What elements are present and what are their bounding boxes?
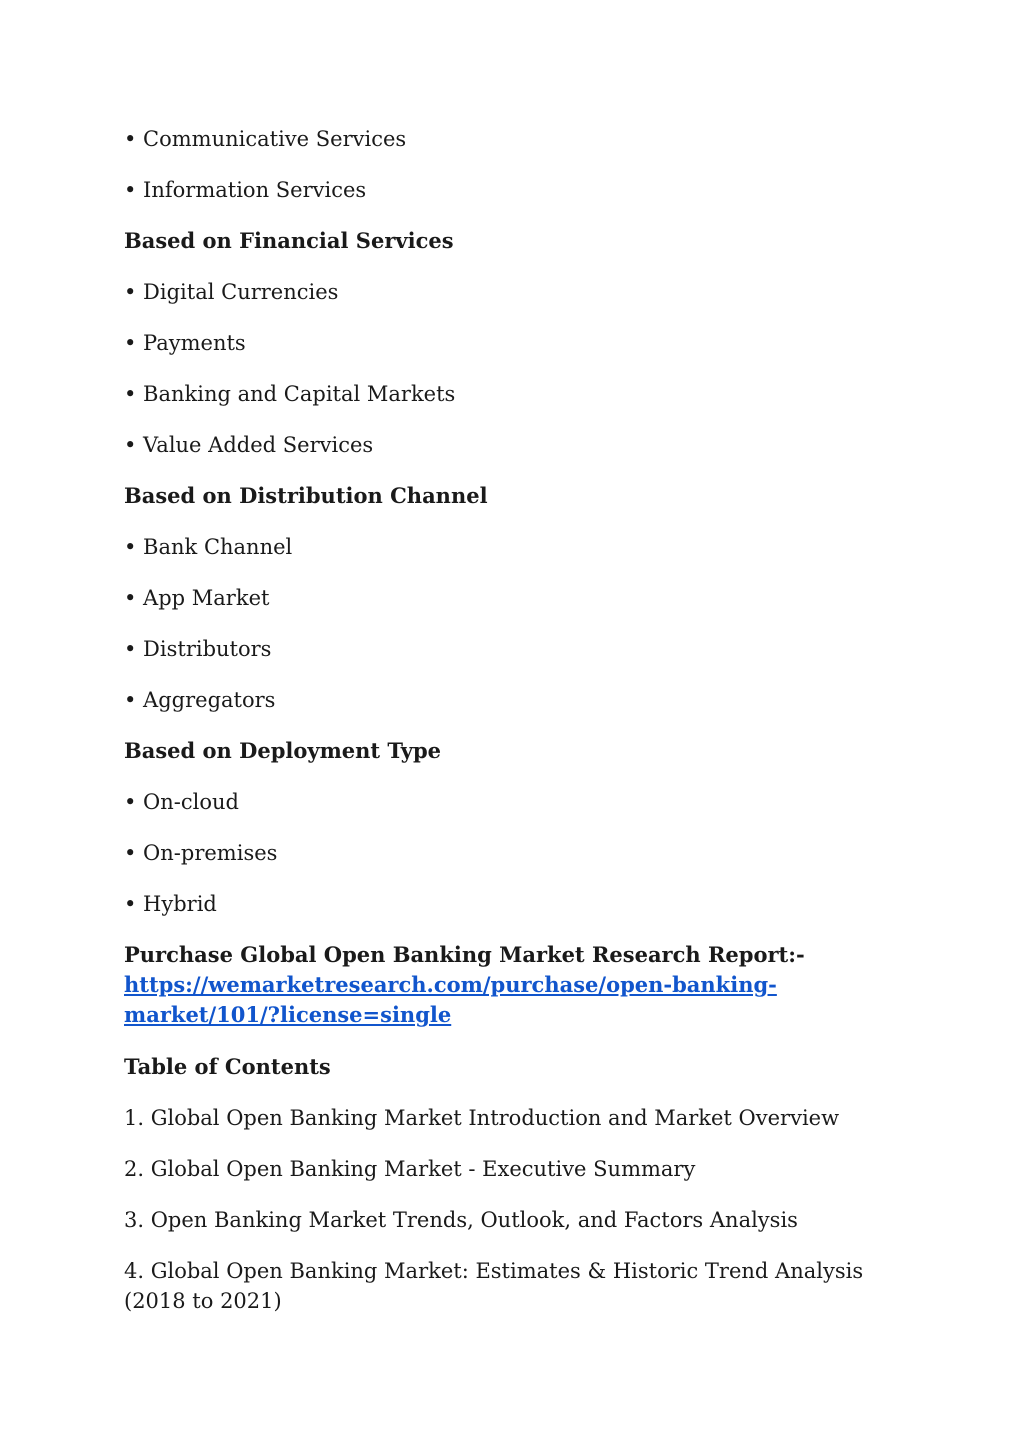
purchase-label: Purchase Global Open Banking Market Research Report:- bbox=[124, 942, 805, 967]
list-item: • Digital Currencies bbox=[124, 280, 339, 304]
list-item: • Aggregators bbox=[124, 688, 276, 712]
list-item: • App Market bbox=[124, 586, 270, 610]
list-item: • Banking and Capital Markets bbox=[124, 382, 456, 406]
toc-item: 1. Global Open Banking Market Introduction and Market Overview bbox=[124, 1106, 840, 1130]
list-item: • Communicative Services bbox=[124, 127, 407, 151]
list-item: • Information Services bbox=[124, 178, 367, 202]
toc-item: 3. Open Banking Market Trends, Outlook, and Factors Analysis bbox=[124, 1208, 798, 1232]
list-item: • On-cloud bbox=[124, 790, 239, 814]
section-heading-deployment-type: Based on Deployment Type bbox=[124, 738, 441, 763]
list-item: • Value Added Services bbox=[124, 433, 374, 457]
toc-item: 4. Global Open Banking Market: Estimates & Historic Trend Analysis (2018 to 2021) bbox=[124, 1259, 864, 1313]
purchase-link-continued[interactable] bbox=[124, 1000, 451, 1030]
list-item: • Distributors bbox=[124, 637, 272, 661]
list-item: • Payments bbox=[124, 331, 246, 355]
toc-heading: Table of Contents bbox=[124, 1054, 331, 1079]
toc-item: 2. Global Open Banking Market - Executive Summary bbox=[124, 1157, 696, 1181]
list-item: • Hybrid bbox=[124, 892, 217, 916]
section-heading-financial-services: Based on Financial Services bbox=[124, 228, 454, 253]
purchase-link-line2: market/101/?license=single bbox=[124, 1002, 452, 1027]
list-item: • On-premises bbox=[124, 841, 278, 865]
section-heading-distribution-channel: Based on Distribution Channel bbox=[124, 483, 488, 508]
list-item: • Bank Channel bbox=[124, 535, 293, 559]
purchase-link[interactable] bbox=[124, 970, 777, 1000]
purchase-link-line1: https://wemarketresearch.com/purchase/open-banking- bbox=[124, 972, 777, 997]
